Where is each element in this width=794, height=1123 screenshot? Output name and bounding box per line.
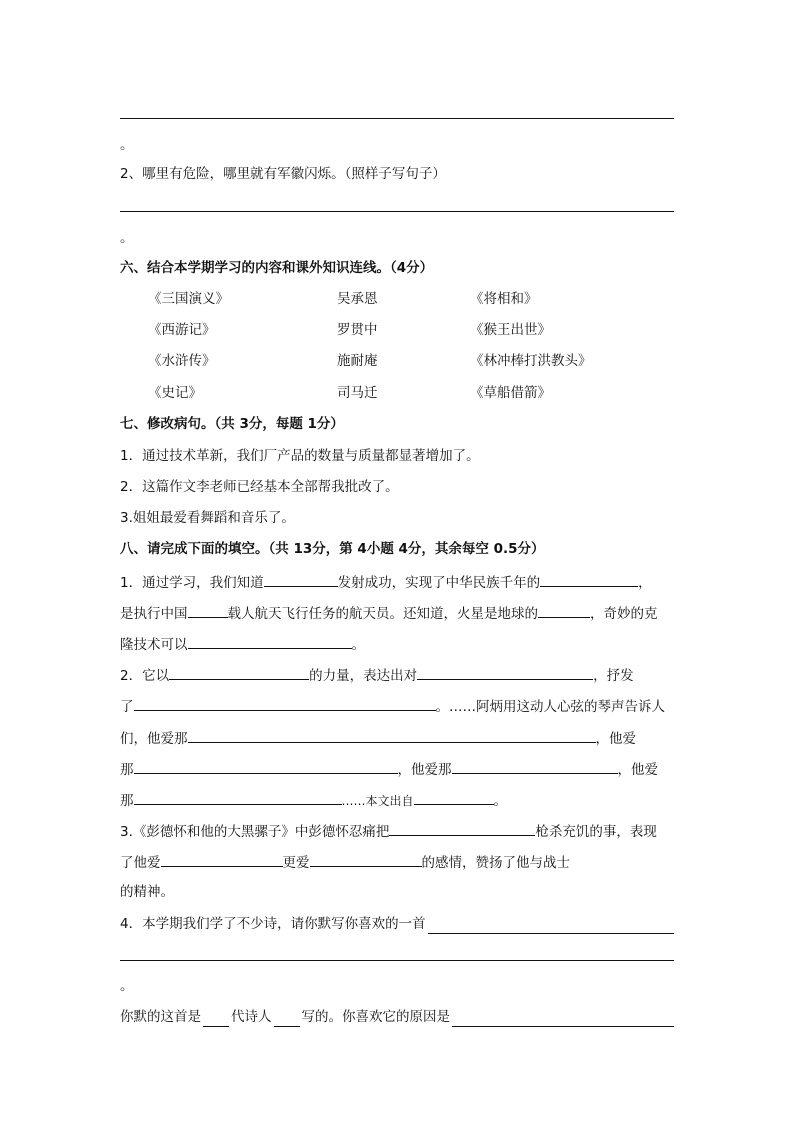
blank[interactable] xyxy=(540,571,638,587)
section-7-title: 七、修改病句。（共 3分，每题 1分） xyxy=(120,416,344,432)
author-item: 吴承恩 xyxy=(337,291,378,307)
fill-q1-line2: 是执行中国 载人航天飞行任务的航天员。还知道，火星是地球的 ，奇妙的克 xyxy=(120,602,674,624)
fill-q3-line1: 3.《彭德怀和他的大黑骡子》中彭德怀忍痛把 枪杀充饥的事，表现 xyxy=(120,820,674,842)
sentence-item: 3.姐姐最爱看舞蹈和音乐了。 xyxy=(120,510,295,526)
answer-line xyxy=(120,118,674,119)
fill-q4-line1: 4．本学期我们学了不少诗，请你默写你喜欢的一首 xyxy=(120,914,674,934)
blank[interactable] xyxy=(310,851,422,867)
author-item: 罗贯中 xyxy=(337,322,378,338)
fill-q2-line1: 2．它以 的力量，表达出对 ，抒发 xyxy=(120,664,674,686)
book-item: 《史记》 xyxy=(148,385,202,401)
fill-q3-line2: 了他爱 更爱 的感情，赞扬了他与战士 xyxy=(120,851,674,873)
answer-line xyxy=(120,211,674,212)
blank[interactable] xyxy=(389,820,535,836)
fill-q1-line1: 1．通过学习，我们知道 发射成功，实现了中华民族千年的 ， xyxy=(120,571,674,593)
blank[interactable] xyxy=(188,727,596,743)
blank[interactable] xyxy=(452,758,618,774)
blank[interactable] xyxy=(414,789,494,805)
story-item: 《草船借箭》 xyxy=(470,385,551,401)
blank[interactable] xyxy=(428,918,674,934)
blank[interactable] xyxy=(417,664,593,680)
section-6-title: 六、结合本学期学习的内容和课外知识连线。（4分） xyxy=(120,260,434,276)
story-item: 《林冲棒打洪教头》 xyxy=(470,353,592,369)
blank[interactable] xyxy=(134,695,436,711)
fill-q4-line2: 你默的这首是 代诗人 写的。你喜欢它的原因是 xyxy=(120,1007,674,1027)
period-mark: 。 xyxy=(120,978,134,994)
book-item: 《水浒传》 xyxy=(148,353,216,369)
blank[interactable] xyxy=(188,602,228,618)
author-item: 施耐庵 xyxy=(337,353,378,369)
fill-q2-line2: 了 。……阿炳用这动人心弦的琴声告诉人 xyxy=(120,695,674,717)
fill-q2-line4: 那 ，他爱那 ，他爱 xyxy=(120,758,674,780)
fill-q3-line3: 的精神。 xyxy=(120,884,174,900)
blank[interactable] xyxy=(538,602,590,618)
answer-line xyxy=(120,960,674,961)
blank[interactable] xyxy=(452,1011,674,1027)
blank[interactable] xyxy=(161,851,283,867)
blank[interactable] xyxy=(188,633,352,649)
period-mark: 。 xyxy=(120,230,134,246)
period-mark: 。 xyxy=(120,137,134,153)
section-8-title: 八、请完成下面的填空。（共 13分，第 4小题 4分，其余每空 0.5分） xyxy=(120,541,545,557)
fill-q1-line3: 隆技术可以 。 xyxy=(120,633,674,655)
blank[interactable] xyxy=(169,664,309,680)
blank[interactable] xyxy=(274,1011,300,1027)
book-item: 《三国演义》 xyxy=(148,291,229,307)
blank[interactable] xyxy=(134,789,342,805)
sentence-item: 1．通过技术革新，我们厂产品的数量与质量都显著增加了。 xyxy=(120,448,480,464)
story-item: 《将相和》 xyxy=(470,291,538,307)
question-2-text: 2、哪里有危险，哪里就有军徽闪烁。（照样子写句子） xyxy=(120,166,446,182)
blank[interactable] xyxy=(203,1011,229,1027)
fill-q2-line3: 们，他爱那 ，他爱 xyxy=(120,727,674,749)
story-item: 《猴王出世》 xyxy=(470,322,551,338)
fill-q2-line5: 那 ……本文出自 。 xyxy=(120,789,674,811)
book-item: 《西游记》 xyxy=(148,322,216,338)
author-item: 司马迁 xyxy=(337,385,378,401)
blank[interactable] xyxy=(134,758,398,774)
sentence-item: 2．这篇作文李老师已经基本全部帮我批改了。 xyxy=(120,479,399,495)
blank[interactable] xyxy=(264,571,338,587)
